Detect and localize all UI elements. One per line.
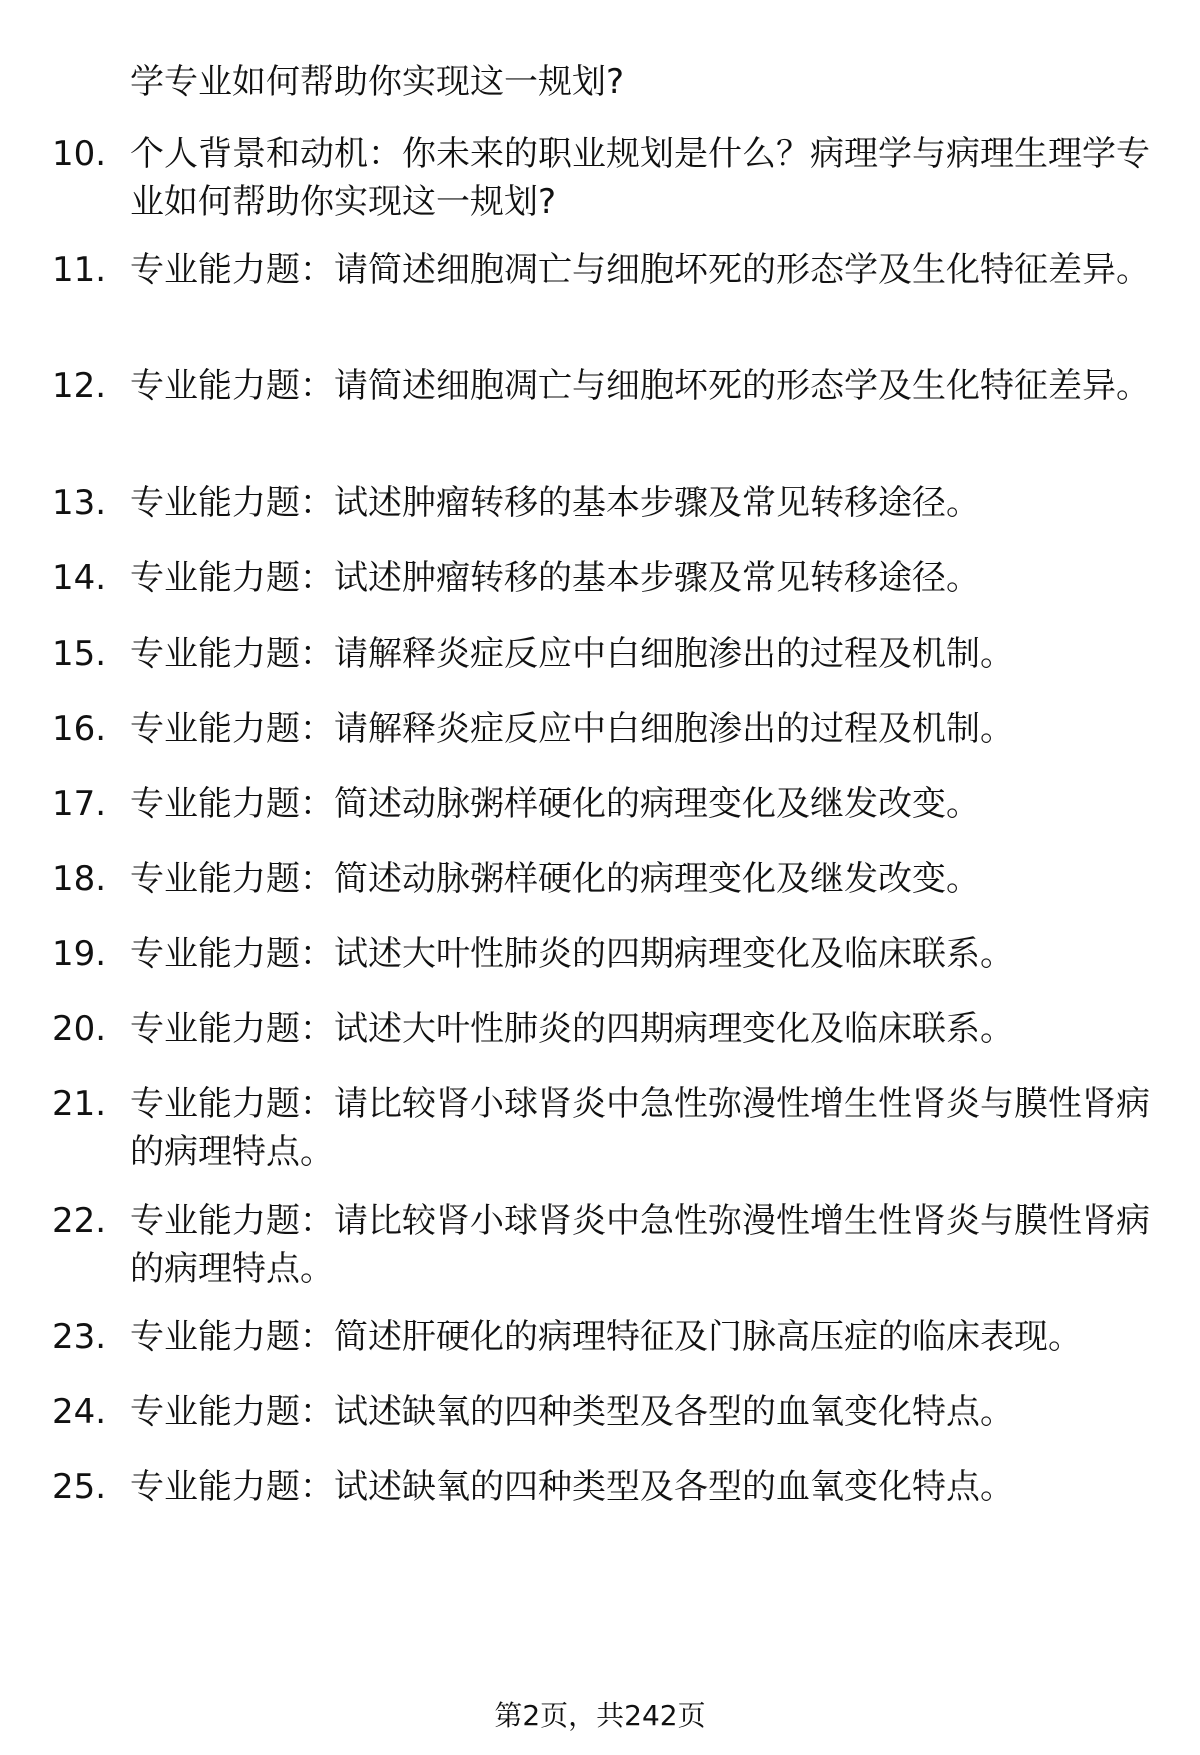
question-item	[52, 362, 1150, 410]
question-item	[52, 930, 1150, 978]
question-text: 专业能力题：试述大叶性肺炎的四期病理变化及临床联系。	[130, 1009, 1014, 1049]
question-text: 专业能力题：试述肿瘤转移的基本步骤及常见转移途径。	[130, 483, 980, 523]
question-text: 专业能力题：简述肝硬化的病理特征及门脉高压症的临床表现。	[130, 1317, 1082, 1357]
continuation-text: 学专业如何帮助你实现这一规划?	[130, 62, 625, 102]
question-number: 19.	[52, 934, 107, 974]
question-item	[52, 479, 1150, 527]
question-number: 12.	[52, 366, 107, 406]
question-number: 15.	[52, 634, 107, 674]
question-item	[52, 780, 1150, 828]
question-number: 10.	[52, 134, 107, 174]
question-item	[52, 855, 1150, 903]
question-number: 13.	[52, 483, 107, 523]
question-number: 11.	[52, 250, 107, 290]
question-item	[52, 1005, 1150, 1053]
question-number: 25.	[52, 1467, 107, 1507]
question-text: 专业能力题：试述大叶性肺炎的四期病理变化及临床联系。	[130, 934, 1014, 974]
page-footer: 第2页，共242页	[494, 1699, 706, 1732]
question-text: 个人背景和动机：你未来的职业规划是什么？病理学与病理生理学专业如何帮助你实现这一规划?	[130, 134, 1150, 222]
watermark	[271, 335, 1030, 1204]
question-text: 专业能力题：请解释炎症反应中白细胞渗出的过程及机制。	[130, 709, 1014, 749]
question-text: 专业能力题：简述动脉粥样硬化的病理变化及继发改变。	[130, 784, 980, 824]
question-number: 20.	[52, 1009, 107, 1049]
question-item	[52, 246, 1150, 294]
question-text: 专业能力题：请解释炎症反应中白细胞渗出的过程及机制。	[130, 634, 1014, 674]
question-number: 24.	[52, 1392, 107, 1432]
question-number: 14.	[52, 558, 107, 598]
question-text: 专业能力题：简述动脉粥样硬化的病理变化及继发改变。	[130, 859, 980, 899]
question-item	[52, 1313, 1150, 1361]
question-text: 专业能力题：试述肿瘤转移的基本步骤及常见转移途径。	[130, 558, 980, 598]
question-item	[52, 554, 1150, 602]
question-item	[52, 130, 1150, 226]
question-number: 16.	[52, 709, 107, 749]
question-item	[52, 1388, 1150, 1436]
question-text: 专业能力题：请简述细胞凋亡与细胞坏死的形态学及生化特征差异。	[130, 250, 1150, 290]
question-number: 22.	[52, 1201, 107, 1241]
question-item	[52, 1080, 1150, 1176]
question-item	[52, 1463, 1150, 1511]
question-number: 18.	[52, 859, 107, 899]
question-number: 23.	[52, 1317, 107, 1357]
question-text: 专业能力题：试述缺氧的四种类型及各型的血氧变化特点。	[130, 1467, 1014, 1507]
question-item	[52, 705, 1150, 753]
question-number: 17.	[52, 784, 107, 824]
question-text: 专业能力题：请比较肾小球肾炎中急性弥漫性增生性肾炎与膜性肾病的病理特点。	[130, 1201, 1150, 1289]
question-item	[52, 1197, 1150, 1293]
question-text: 专业能力题：试述缺氧的四种类型及各型的血氧变化特点。	[130, 1392, 1014, 1432]
question-number: 21.	[52, 1084, 107, 1124]
question-text: 专业能力题：请比较肾小球肾炎中急性弥漫性增生性肾炎与膜性肾病的病理特点。	[130, 1084, 1150, 1172]
question-text: 专业能力题：请简述细胞凋亡与细胞坏死的形态学及生化特征差异。	[130, 366, 1150, 406]
question-item	[52, 630, 1150, 678]
